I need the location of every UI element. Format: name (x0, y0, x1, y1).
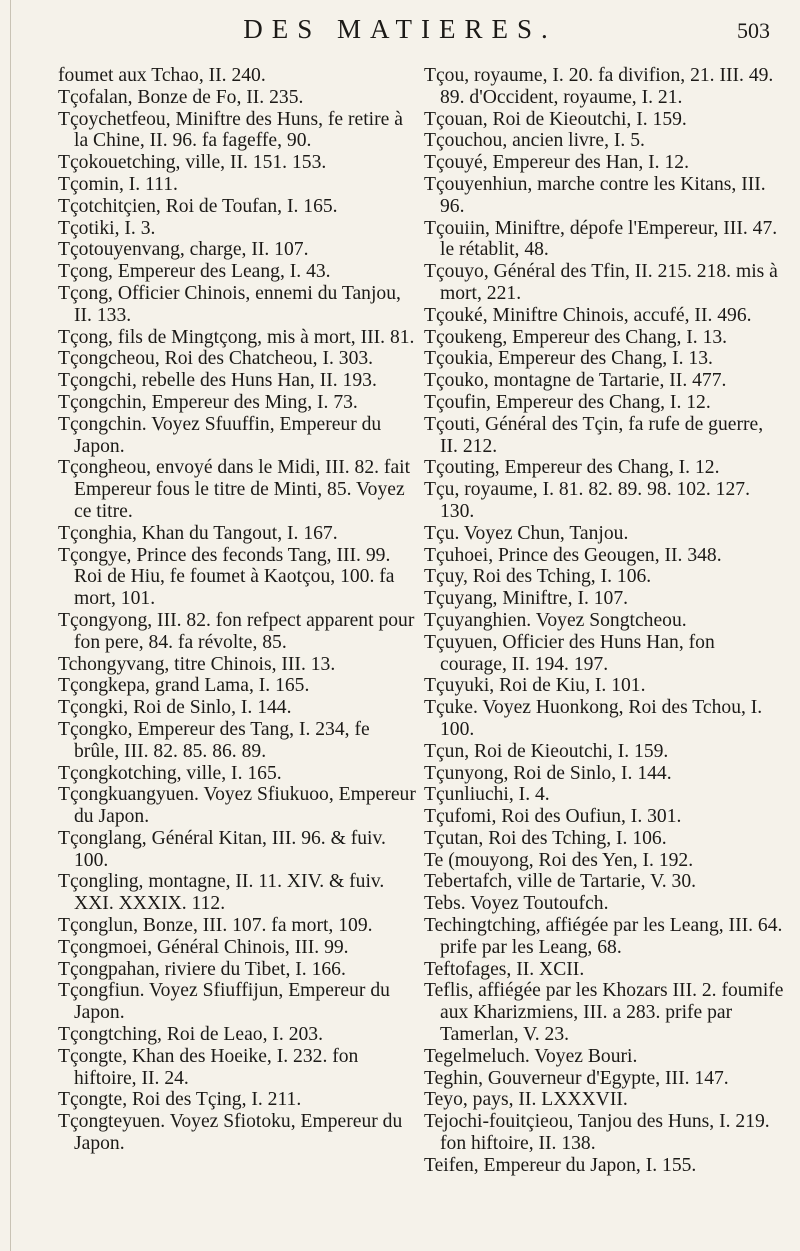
index-entry: Tçunyong, Roi de Sinlo, I. 144. (424, 762, 672, 784)
index-entry: Tçomin, I. 111. (58, 173, 178, 195)
index-entry: Tejochi-fouitçieou, Tanjou des Huns, I. 219. fon hiftoire, II. 138. (424, 1111, 770, 1155)
index-entry: Tçongmoei, Général Chinois, III. 99. (58, 936, 349, 958)
index-entry: Tçouchou, ancien livre, I. 5. (424, 130, 645, 152)
index-column-left (58, 65, 418, 1155)
index-entry: Tçouiin, Miniftre, dépofe l'Empereur, III. 47. le rétablit, 48. (424, 217, 778, 261)
index-entry: Tçongkuangyuen. Voyez Sfiukuoo, Empereur du Japon. (58, 784, 416, 828)
index-entry: Tçongye, Prince des feconds Tang, III. 99. Roi de Hiu, fe foumet à Kaotçou, 100. fa mort, 101. (58, 544, 395, 610)
index-entry: Tçouké, Miniftre Chinois, accufé, II. 496. (424, 304, 752, 326)
index-entry: Tçuy, Roi des Tching, I. 106. (424, 566, 652, 588)
index-entry: Tçoukia, Empereur des Chang, I. 13. (424, 348, 713, 370)
index-entry: Tçong, Empereur des Leang, I. 43. (58, 261, 331, 283)
index-entry: Tçotchitçien, Roi de Toufan, I. 165. (58, 195, 338, 217)
index-entry: Tçouti, Général des Tçin, fa rufe de guerre, II. 212. (424, 413, 764, 457)
index-entry: Tçuke. Voyez Huonkong, Roi des Tchou, I. 100. (424, 697, 763, 740)
index-entry: Techingtching, affiégée par les Leang, III. 64. prife par les Leang, 68. (424, 915, 783, 958)
page-edge-line (10, 0, 11, 1251)
index-entry: Teifen, Empereur du Japon, I. 155. (424, 1154, 697, 1176)
index-entry: Tçongkepa, grand Lama, I. 165. (58, 675, 310, 697)
index-entry: Tçouyenhiun, marche contre les Kitans, III. 96. (424, 173, 766, 217)
index-entry: Tçofalan, Bonze de Fo, II. 235. (58, 86, 304, 108)
index-entry: Tçonghia, Khan du Tangout, I. 167. (58, 522, 338, 544)
index-entry: Tçotiki, I. 3. (58, 217, 156, 239)
index-entry: Tçuyang, Miniftre, I. 107. (424, 588, 629, 610)
index-entry: Tchongyvang, titre Chinois, III. 13. (58, 653, 336, 675)
index-entry: Teghin, Gouverneur d'Egypte, III. 147. (424, 1067, 729, 1089)
index-entry: Tçongte, Khan des Hoeike, I. 232. fon hiftoire, II. 24. (58, 1045, 359, 1089)
index-entry: Tçu, royaume, I. 81. 82. 89. 98. 102. 127. 130. (424, 479, 750, 522)
index-entry: Tçonglang, Général Kitan, III. 96. & fuiv. 100. (58, 827, 386, 871)
index-entry: Tebs. Voyez Toutoufch. (424, 893, 609, 915)
index-entry: Tçong, fils de Mingtçong, mis à mort, III. 81. (58, 326, 415, 348)
index-entry: Tçunliuchi, I. 4. (424, 784, 550, 806)
index-entry: Teyo, pays, II. LXXXVII. (424, 1089, 628, 1111)
index-entry: Teflis, affiégée par les Khozars III. 2. foumife aux Kharizmiens, III. a 283. prife par Tamerlan, V. 23. (424, 980, 784, 1046)
index-entry: Tçutan, Roi des Tching, I. 106. (424, 827, 667, 849)
index-entry: Tçoychetfeou, Miniftre des Huns, fe retire à la Chine, II. 96. fa fageffe, 90. (58, 108, 403, 152)
index-entry: Teftofages, II. XCII. (424, 958, 585, 980)
index-entry: Tçongcheou, Roi des Chatcheou, I. 303. (58, 348, 374, 370)
index-entry: Tçou, royaume, I. 20. fa divifion, 21. III. 49. 89. d'Occident, royaume, I. 21. (424, 65, 774, 108)
index-entry: Tçuyanghien. Voyez Songtcheou. (424, 609, 687, 631)
index-entry: Tçongling, montagne, II. 11. XIV. & fuiv. XXI. XXXIX. 112. (58, 871, 385, 915)
index-entry: Te (mouyong, Roi des Yen, I. 192. (424, 849, 694, 871)
index-entry: Tçuhoei, Prince des Geougen, II. 348. (424, 544, 722, 566)
running-title: DES MATIERES. (243, 14, 557, 44)
index-entry: Tegelmeluch. Voyez Bouri. (424, 1045, 638, 1067)
index-entry: Tçongki, Roi de Sinlo, I. 144. (58, 697, 292, 719)
index-entry: Tçongchin. Voyez Sfuuffin, Empereur du Japon. (58, 413, 382, 457)
index-entry: Tçouyé, Empereur des Han, I. 12. (424, 152, 689, 174)
index-entry: Tçongteyuen. Voyez Sfiotoku, Empereur du Japon. (58, 1111, 403, 1155)
index-entry: Tçoufin, Empereur des Chang, I. 12. (424, 391, 711, 413)
index-entry: Tçuyuki, Roi de Kiu, I. 101. (424, 675, 646, 697)
index-entry: Tebertafch, ville de Tartarie, V. 30. (424, 871, 697, 893)
running-head (0, 6, 800, 58)
index-entry: foumet aux Tchao, II. 240. (58, 65, 266, 86)
index-entry: Tçongpahan, riviere du Tibet, I. 166. (58, 958, 346, 980)
index-entry: Tçoukeng, Empereur des Chang, I. 13. (424, 326, 728, 348)
index-entry: Tçufomi, Roi des Oufiun, I. 301. (424, 806, 682, 828)
index-entry: Tçongyong, III. 82. fon refpect apparent pour fon pere, 84. fa révolte, 85. (58, 609, 415, 653)
index-entry: Tçouyo, Général des Tfin, II. 215. 218. mis à mort, 221. (424, 261, 778, 304)
index-entry: Tçongko, Empereur des Tang, I. 234, fe brûle, III. 82. 85. 86. 89. (58, 718, 370, 762)
index-entry: Tçongfiun. Voyez Sfiuffijun, Empereur du Japon. (58, 980, 390, 1024)
index-entry: Tçong, Officier Chinois, ennemi du Tanjou, II. 133. (58, 282, 401, 326)
index-entry: Tçongchin, Empereur des Ming, I. 73. (58, 391, 358, 413)
index-entry: Tçokouetching, ville, II. 151. 153. (58, 152, 327, 174)
index-entry: Tçonglun, Bonze, III. 107. fa mort, 109. (58, 915, 373, 937)
index-entry: Tçongchi, rebelle des Huns Han, II. 193. (58, 370, 377, 392)
index-entry: Tçongkotching, ville, I. 165. (58, 762, 282, 784)
index-entry: Tçongtching, Roi de Leao, I. 203. (58, 1024, 323, 1046)
index-entry: Tçouan, Roi de Kieoutchi, I. 159. (424, 108, 687, 130)
index-entry: Tçouko, montagne de Tartarie, II. 477. (424, 370, 727, 392)
index-entry: Tçun, Roi de Kieoutchi, I. 159. (424, 740, 669, 762)
index-entry: Tçuyuen, Officier des Huns Han, fon courage, II. 194. 197. (424, 631, 715, 675)
index-column-right (424, 65, 784, 1177)
page-number: 503 (737, 18, 770, 43)
index-entry: Tçu. Voyez Chun, Tanjou. (424, 522, 629, 544)
index-entry: Tçotouyenvang, charge, II. 107. (58, 239, 309, 261)
index-entry: Tçouting, Empereur des Chang, I. 12. (424, 457, 720, 479)
index-entry: Tçongheou, envoyé dans le Midi, III. 82. fait Empereur fous le titre de Minti, 85. Voyez ce titre. (58, 457, 411, 522)
index-entry: Tçongte, Roi des Tçing, I. 211. (58, 1089, 302, 1111)
